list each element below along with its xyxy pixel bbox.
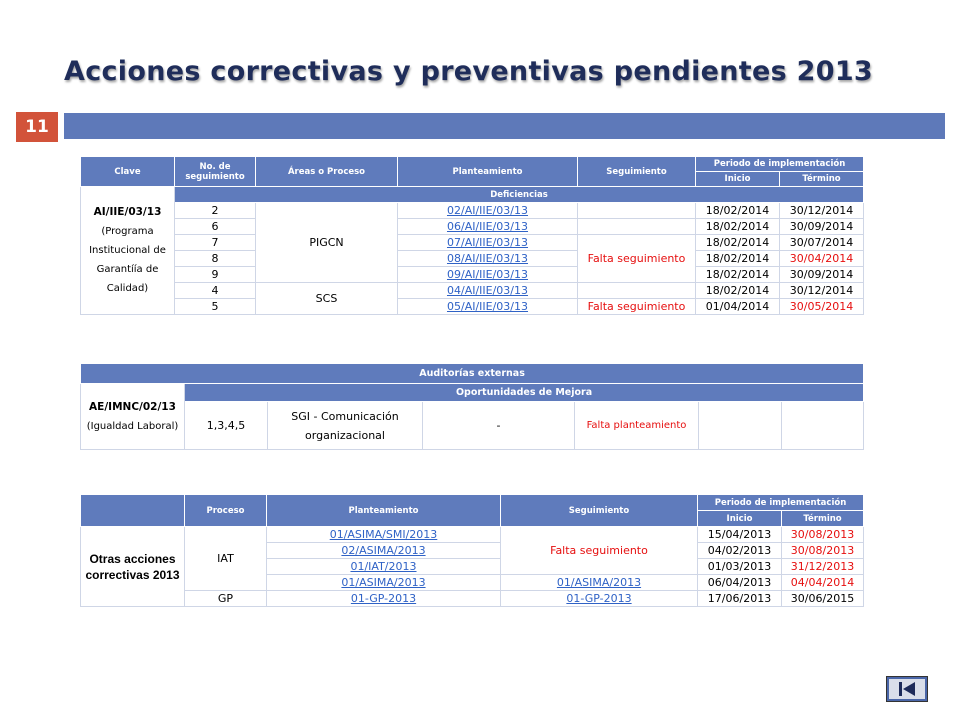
auditorias-table bbox=[80, 363, 864, 450]
seguimiento-cell bbox=[578, 203, 696, 219]
seguimiento-link-text[interactable]: 01/ASIMA/2013 bbox=[556, 576, 642, 589]
inicio-date: 17/06/2013 bbox=[698, 591, 782, 607]
inicio-date: 15/04/2013 bbox=[698, 527, 782, 543]
header-areas: Áreas o Proceso bbox=[256, 157, 398, 187]
planteamiento-link-text[interactable]: 06/AI/IIE/03/13 bbox=[446, 220, 529, 233]
header-seguimiento: Seguimiento bbox=[578, 157, 696, 187]
planteamiento-link[interactable] bbox=[398, 235, 578, 251]
planteamiento-link-text[interactable]: 01-GP-2013 bbox=[350, 592, 417, 605]
slide-number: 11 bbox=[16, 112, 58, 142]
seguimiento-link[interactable] bbox=[501, 575, 698, 591]
termino-date: 30/09/2014 bbox=[780, 219, 864, 235]
inicio-date: 18/02/2014 bbox=[696, 219, 780, 235]
planteamiento-link-text[interactable]: 02/ASIMA/2013 bbox=[341, 544, 426, 557]
planteamiento-link-text[interactable]: 07/AI/IIE/03/13 bbox=[446, 236, 529, 249]
oportunidades-subtitle: Oportunidades de Mejora bbox=[185, 384, 864, 402]
no-seguimiento: 5 bbox=[175, 299, 256, 315]
seguimiento-cell bbox=[578, 219, 696, 235]
auditoria-clave-cell bbox=[81, 384, 185, 450]
header-inicio: Inicio bbox=[698, 511, 782, 527]
otras-acciones-label: Otras acciones correctivas 2013 bbox=[81, 527, 185, 607]
slide-title: Acciones correctivas y preventivas pendientes 2013 bbox=[64, 56, 874, 87]
planteamiento-link[interactable] bbox=[267, 559, 501, 575]
planteamiento-link-text[interactable]: 09/AI/IIE/03/13 bbox=[446, 268, 529, 281]
no-seguimiento: 4 bbox=[175, 283, 256, 299]
planteamiento-link[interactable] bbox=[398, 219, 578, 235]
auditoria-plan: - bbox=[423, 402, 575, 450]
auditoria-code: AE/IMNC/02/13 bbox=[89, 400, 176, 413]
header-planteamiento: Planteamiento bbox=[267, 495, 501, 527]
inicio-date: 18/02/2014 bbox=[696, 235, 780, 251]
inicio-date: 01/04/2014 bbox=[696, 299, 780, 315]
seguimiento-status: Falta seguimiento bbox=[578, 299, 696, 315]
termino-date: 30/06/2015 bbox=[782, 591, 864, 607]
planteamiento-link[interactable] bbox=[398, 283, 578, 299]
planteamiento-link-text[interactable]: 05/AI/IIE/03/13 bbox=[446, 300, 529, 313]
auditoria-area: SGI - Comunicación organizacional bbox=[268, 402, 423, 450]
seguimiento-status: Falta seguimiento bbox=[578, 235, 696, 283]
header-blank bbox=[81, 495, 185, 527]
header-planteamiento: Planteamiento bbox=[398, 157, 578, 187]
planteamiento-link-text[interactable]: 04/AI/IIE/03/13 bbox=[446, 284, 529, 297]
no-seguimiento: 6 bbox=[175, 219, 256, 235]
auditoria-inicio bbox=[699, 402, 782, 450]
header-clave: Clave bbox=[81, 157, 175, 187]
planteamiento-link-text[interactable]: 01/IAT/2013 bbox=[350, 560, 417, 573]
inicio-date: 18/02/2014 bbox=[696, 203, 780, 219]
planteamiento-link[interactable] bbox=[398, 267, 578, 283]
auditoria-no: 1,3,4,5 bbox=[185, 402, 268, 450]
no-seguimiento: 8 bbox=[175, 251, 256, 267]
area-cell: PIGCN bbox=[256, 203, 398, 283]
deficiencias-table bbox=[80, 156, 864, 315]
termino-date: 31/12/2013 bbox=[782, 559, 864, 575]
skip-to-start-icon bbox=[887, 677, 927, 701]
planteamiento-link[interactable] bbox=[267, 591, 501, 607]
auditoria-termino bbox=[782, 402, 864, 450]
no-seguimiento: 7 bbox=[175, 235, 256, 251]
auditoria-status: Falta planteamiento bbox=[575, 402, 699, 450]
inicio-date: 01/03/2013 bbox=[698, 559, 782, 575]
planteamiento-link[interactable] bbox=[398, 251, 578, 267]
inicio-date: 06/04/2013 bbox=[698, 575, 782, 591]
header-termino: Término bbox=[780, 172, 864, 187]
termino-date: 30/05/2014 bbox=[780, 299, 864, 315]
planteamiento-link[interactable] bbox=[267, 527, 501, 543]
seguimiento-link[interactable] bbox=[501, 591, 698, 607]
proceso-gp: GP bbox=[185, 591, 267, 607]
header-inicio: Inicio bbox=[696, 172, 780, 187]
area-cell: SCS bbox=[256, 283, 398, 315]
header-no-seguimiento: No. de seguimiento bbox=[175, 157, 256, 187]
termino-date: 30/12/2014 bbox=[780, 203, 864, 219]
header-periodo: Periodo de implementación bbox=[696, 157, 864, 172]
termino-date: 30/09/2014 bbox=[780, 267, 864, 283]
seguimiento-cell bbox=[578, 283, 696, 299]
termino-date: 30/12/2014 bbox=[780, 283, 864, 299]
no-seguimiento: 9 bbox=[175, 267, 256, 283]
no-seguimiento: 2 bbox=[175, 203, 256, 219]
auditoria-desc: (Igualdad Laboral) bbox=[86, 420, 179, 432]
inicio-date: 18/02/2014 bbox=[696, 283, 780, 299]
nav-first-slide-button[interactable] bbox=[886, 676, 928, 702]
header-termino: Término bbox=[782, 511, 864, 527]
seguimiento-status: Falta seguimiento bbox=[501, 527, 698, 575]
clave-code: AI/IIE/03/13 bbox=[93, 206, 162, 218]
termino-date: 04/04/2014 bbox=[782, 575, 864, 591]
planteamiento-link[interactable] bbox=[267, 575, 501, 591]
clave-cell bbox=[81, 187, 175, 315]
auditorias-title: Auditorías externas bbox=[81, 364, 864, 384]
planteamiento-link-text[interactable]: 01/ASIMA/SMI/2013 bbox=[329, 528, 438, 541]
planteamiento-link[interactable] bbox=[398, 203, 578, 219]
header-proceso: Proceso bbox=[185, 495, 267, 527]
inicio-date: 04/02/2013 bbox=[698, 543, 782, 559]
termino-date: 30/08/2013 bbox=[782, 527, 864, 543]
planteamiento-link[interactable] bbox=[398, 299, 578, 315]
planteamiento-link-text[interactable]: 08/AI/IIE/03/13 bbox=[446, 252, 529, 265]
inicio-date: 18/02/2014 bbox=[696, 267, 780, 283]
seguimiento-link-text[interactable]: 01-GP-2013 bbox=[566, 592, 632, 605]
inicio-date: 18/02/2014 bbox=[696, 251, 780, 267]
termino-date: 30/04/2014 bbox=[780, 251, 864, 267]
termino-date: 30/07/2014 bbox=[780, 235, 864, 251]
planteamiento-link-text[interactable]: 02/AI/IIE/03/13 bbox=[446, 204, 529, 217]
planteamiento-link-text[interactable]: 01/ASIMA/2013 bbox=[341, 576, 426, 589]
header-seguimiento: Seguimiento bbox=[501, 495, 698, 527]
planteamiento-link[interactable] bbox=[267, 543, 501, 559]
proceso-iat: IAT bbox=[185, 527, 267, 591]
termino-date: 30/08/2013 bbox=[782, 543, 864, 559]
section-deficiencias: Deficiencias bbox=[175, 187, 864, 203]
header-periodo: Periodo de implementación bbox=[698, 495, 864, 511]
header-bar bbox=[64, 113, 945, 139]
otras-acciones-table bbox=[80, 494, 864, 607]
clave-desc: (Programa Institucional de Garantíía de Calidad) bbox=[89, 226, 166, 294]
